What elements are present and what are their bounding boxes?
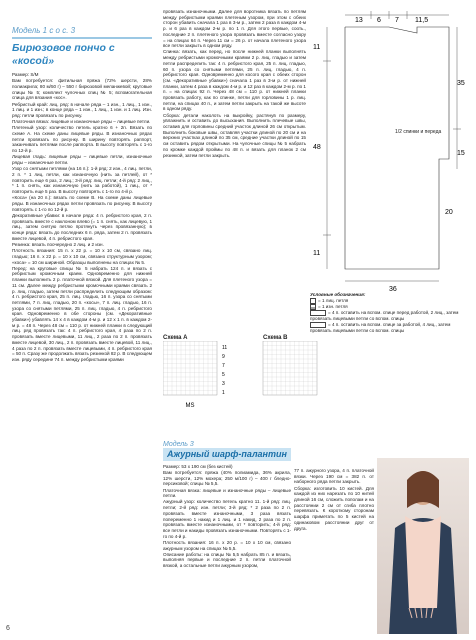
- right-column: [294, 468, 374, 532]
- article-title: Ажурный шарф-палантин: [163, 448, 291, 461]
- article-title: Бирюзовое пончо с «косой»: [12, 42, 115, 67]
- row-number: 3: [222, 381, 225, 387]
- paragraph: Платочная вязка: лицевые и изнаночные ряды – лицевые петли.: [163, 487, 291, 499]
- paragraph: Вам потребуется: пряжа (40% полиамида, 36% акрила, 12% шерсти, 12% мохера; 250 м/100 г) – 400 г бледно-персиковой; спицы № 5,5.: [163, 469, 291, 487]
- row-number: 5: [222, 372, 225, 378]
- paragraph: Плотность вязания: 16 п. х 20 р. = 10 х 10 см, связано ажурным узором на спицах № 5,5.: [163, 539, 291, 551]
- scheme-b-title: Схема В: [263, 335, 288, 341]
- model-label: Модель 1 с о с. 3: [12, 26, 76, 35]
- middle-column: [163, 9, 306, 159]
- pattern-diagram: [307, 9, 467, 294]
- row-number: 11: [222, 345, 228, 351]
- paragraph: Описание работы: на спицы № 5,5 набрать 85 п. и вязать, выполняя первые и последние 2 п. петли платочной вязкой, а остальные петли ажурным узором,: [163, 551, 291, 569]
- legend-item: = 1 изн. петля: [310, 304, 470, 310]
- dim-label: 20: [445, 209, 453, 216]
- paragraph: Перед: на круговые спицы № 5 набрать 124 п. и вязать с ребристым кромочным краем. Одновременно для нижней планки выполнить 2 р. платочной вязкой. Для плетеного узора = 11 см. Далее между ребристыми кромочными краями связать 2 р. лиц. гладью, затем петли распределить следующим образом: 4 п. ребристого края, 25 п. лиц. гладью, 16 п. узора со снятыми петлями, 7 п. лиц. гладью, 20 п. «косы», 7 п. лиц. гладью, 16 п. узора со снятыми петлями, 25 п. лиц. гладью, 4 п. ребристого края. Одновременно в обе стороны (см. «Декоративные убавки») убавлять 14 х 4 в каждом 4-м р. и 12 х 1 п. в каждом 2-м р. = 48 п. Через 48 см = 110 р. от нижней планки в следующий лиц. ряд провязать так: 4 п. ребристого края, 4 раза по 2 п. провязать вместе лицевыми, 11 лиц., 2 раза по 2 п. провязать вместе лицевой, 30 лиц., 2 п. провязать вместе лицевой, 11 лиц., 4 раза по 2 п. провязать вместе лицевыми, 4 п. ребристого края = 50 п. Сразу же продолжать вязать резинкой 82 р. В следующем изн. ряду середине 74 п. между ребристыми краями: [12, 265, 152, 362]
- legend: [310, 292, 470, 333]
- paragraph: Ребристый край: лиц. ряд: в начале ряда – 1 изн., 1 лиц., 1 изн., 1 лиц. и 1 изн.; в конце ряда – 1 изн., 1 лиц., 1 изн. и 1 лиц. Изн. ряд: петли провязать по рисунку.: [12, 101, 152, 118]
- model-photo: [377, 458, 469, 634]
- divider: [12, 37, 152, 39]
- dim-label: 11: [313, 44, 321, 51]
- paragraph: Размер: S/M: [12, 72, 39, 77]
- paragraph: Ажурный узор: количество петель кратно 11. 1-й ряд: лиц. петли; 2-й ряд: изн. петли; 3-й ряд: * 2 раза по 2 п. провязать вместе изнаночными, 3 раза вязать попеременно 1 накид и 1 лиц. и 1 накид, 2 раза по 2 п. провязать вместе изнаночными, от * повторить; 4-й ряд: все петли и накиды провязать изнаночными. Повторять с 1-го по 4-й р.: [163, 499, 291, 539]
- paragraph: Сборка: детали наколоть на выкройку, растянув по размеру, увлажнить и оставить до высыхания. Выполнить плечевые швы, оставив для горловины средний участок длиной 26 см открытым. Выполнить боковые швы, оставляя участки длиной по 20 см и на верхних участках длиной по 35 см, средние участки длиной по 15 см оставить рядом открытыми. На чулочные спицы № 5 набрать по кромке каждой проймы по 48 п. и вязать для планок 2 см резинкой, затем петли закрыть.: [163, 112, 306, 158]
- rapport-label: MS: [185, 403, 195, 409]
- paragraph: «Коса» (на 20 п.): вязать по схеме В. На схеме даны лицевые ряды. В изнаночных рядах петли провязать по рисунку. В высоту повторять с 1-го по 12-й р.: [12, 195, 152, 212]
- legend-title: Условные обозначения:: [310, 292, 366, 297]
- row-number: 9: [222, 354, 225, 360]
- model-label: Модель 3: [163, 441, 194, 448]
- paragraph: Декоративные убавки: в начале ряда: 4 п. ребристого края, 2 п. провязать вместе с наклоном влево (= 1 п. снять, как лицевую, 1 лиц., затем снятую петлю протянуть через провязанную); в конце ряда: вязать до последних 6 п. ряда, затем 2 п. провязать вместе лицевой, 4 п. ребристого края.: [12, 212, 152, 241]
- woman-in-scarf-illustration: [377, 458, 469, 634]
- dim-label: 15: [457, 150, 465, 157]
- page-number: 6: [6, 625, 10, 632]
- dim-label: 11: [313, 250, 321, 257]
- legend-item: = 4 п. оставить на вспом. спице за работой, 4 лиц., затем провязать лицевыми петли со вспом. спицы: [310, 321, 451, 333]
- row-number: 7: [222, 363, 225, 369]
- poncho-column: [12, 26, 152, 363]
- paragraph: Плетеный узор: количество петель кратно 6 + 2п. Вязать по схеме А. На схеме даны лицевые ряды. В изнаночных рядах петли провязать по рисунку. В ширину повторять раппорт, заканчивать петлями после раппорта. В высоту повторять с 1-го по 12-й р.: [12, 125, 152, 154]
- paragraph: Узор со снятыми петлями (на 16 п.): 1-й ряд: 2 изн., 4 лиц. петли, 2 п. * 1 лиц. петли, как изнаночную (нить за петлей), от * повторить еще 6 раз, 2 лиц.; 3-й ряд: лиц. петли; 4-й ряд: 2 лиц., * 1 п. снять, как изнаночную (нить за работой), 1 лиц., от * повторить еще 5 раз. В высоту повторять с 1-го по 4-й р.: [12, 166, 152, 195]
- paragraph: Плотность вязания: 15 п. х 22 р. = 10 х 10 см, связано лиц. гладью; 16 п. х 22 р. = 10 х 10 см, связано структурным узором; «коса» = 10 см шириной. Образцы выполнены на спицах № 5.: [12, 248, 152, 265]
- paragraph: Сборка: изготовить 10 кистей. Для каждой из них нарезать по 10 нитей длиной 16 см, сложить пополам и на расстоянии 2 см от сгиба плотно перевязать. К короткому сторонам шарфа приметать по 5 кистей на одинаковом расстоянии друг от друга.: [294, 485, 374, 531]
- dim-label: 35: [457, 80, 465, 87]
- scheme-a-title: Схема А: [163, 335, 188, 341]
- diagram-caption: 1/2 спинки и переда: [395, 129, 442, 135]
- legend-item: = 1 лиц. петля: [310, 298, 470, 304]
- paragraph: Резинка: вязать поочередно 2 лиц. и 2 изн.: [12, 241, 104, 247]
- legend-item: = 4 п. оставить на вспом. спице перед работой, 2 лиц., затем провязать лицевыми петли со вспом. спицы: [310, 310, 459, 321]
- paragraph: Размер: 53 х 190 см (без кистей): [163, 463, 233, 469]
- paragraph: Платочная вязка: лицевые и изнаночные ряды – лицевые петли.: [12, 119, 151, 125]
- dim-label: 13: [355, 17, 363, 24]
- paragraph: Вам потребуется: фитильная пряжа (72% шерсти, 28% полиакрила; 80 м/50 г) – 550 г бирюзовой меланжевой; круговые спицы № 5; комплект чулочных спиц № 5; вспомогательная спица для вязания «кос».: [12, 78, 152, 101]
- scheme-grids: [163, 341, 473, 441]
- stitch-schemes: [163, 335, 473, 435]
- paragraph: провязать изнаночными. Далее для воротника вязать по петлям между ребристыми краями плетеным узором, при этом с обеих сторон убавить сначала 1 раз в 3-м р., затем 2 раза в каждом 4-м р. и 6 раз в каждом 2-м р. по 1 п. Для этого первые, сооть., последние 2 п. плетеного узора провязать вместе согласно узору = на спицах 64 п. Через 11 см = 26 р. от начала плетеного узора все петли закрыть в одном ряду.: [163, 9, 306, 49]
- dim-label: 36: [389, 286, 397, 293]
- dim-label: 6: [377, 17, 381, 24]
- dim-label: 11,5: [415, 17, 429, 24]
- dim-label: 7: [395, 17, 399, 24]
- dim-label: 48: [313, 144, 321, 151]
- row-number: 1: [222, 390, 225, 396]
- paragraph: 77 п. ажурного узора, 4 п. платочной вязки. Через 190 см = 382 п. от наборного ряда петли закрыть.: [294, 468, 374, 485]
- paragraph: Лицевая гладь: лицевые ряды – лицевые петли, изнаночные ряды – изнаночные петли.: [12, 154, 152, 166]
- paragraph: Спинка: вязать, как перед, но после нижней планки выполнять между ребристыми кромочными краями 2 р. лиц. гладью и затем петли распределить так: 4 п. ребристого края, 25 п. лиц. гладью, 60 п. узора со снятыми петлями, 25 п. лиц. гладью, 4 п. ребристого края. Одновременно для косого края с обеих сторон (см. «Декоративные убавки») сначала 1 раз в 3-м р. от нижней планки, затем 4 раза в каждом 4-м р. и 12 раз в каждом 2-м р. по 1 п. = на спицах 92 п. Через 48 см = 110 р. от нижней планки провязать работу, как по спинке, петли для горловины 1 р. лиц. петли, на спицах 40 п., и затем петли закрыть на такой же высоте в одном ряду.: [163, 49, 306, 112]
- scarf-column: [163, 440, 291, 569]
